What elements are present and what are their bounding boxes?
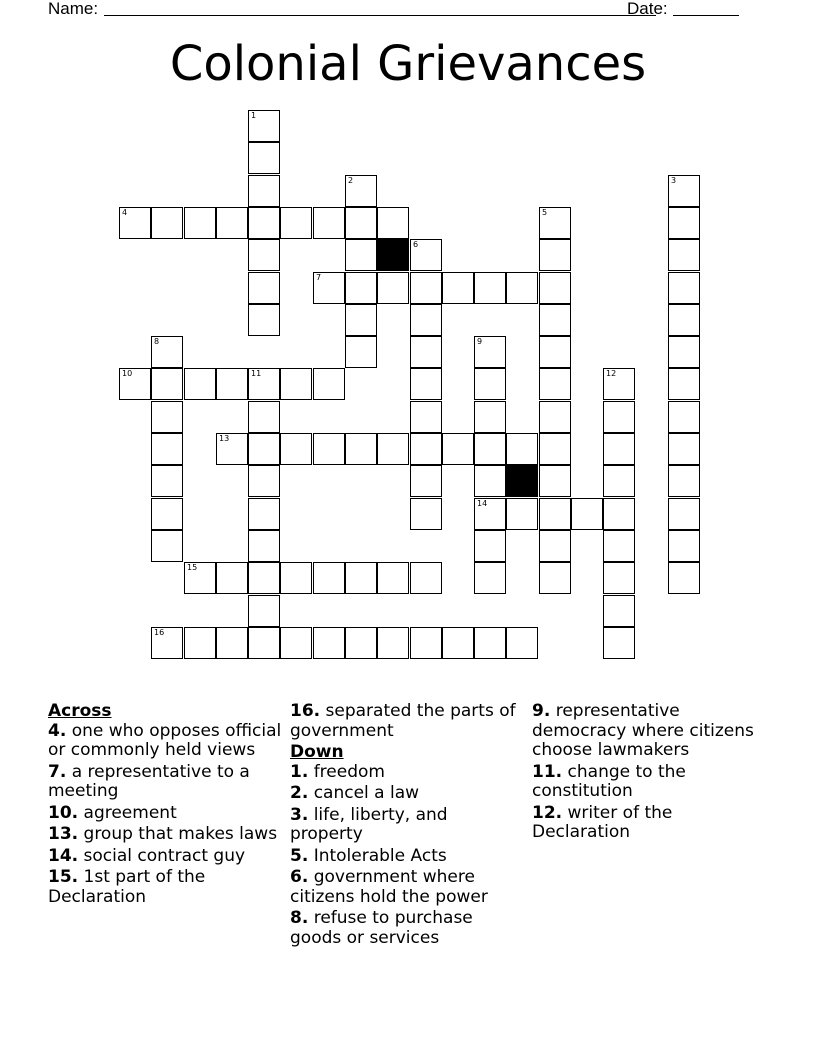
grid-cell[interactable] bbox=[539, 433, 571, 465]
grid-cell[interactable] bbox=[151, 465, 183, 497]
clue-number: 4 bbox=[122, 208, 128, 217]
clue-number: 13 bbox=[219, 434, 230, 443]
across-heading: Across bbox=[48, 701, 112, 721]
clue-item bbox=[48, 868, 283, 907]
grid-cell[interactable] bbox=[539, 272, 571, 304]
clue-item bbox=[290, 702, 525, 741]
clue-number: 16 bbox=[154, 628, 165, 637]
grid-cell[interactable] bbox=[216, 207, 248, 239]
grid-cell[interactable] bbox=[248, 498, 280, 530]
clue-item bbox=[48, 763, 283, 802]
clue-number-label: 2. bbox=[290, 783, 309, 803]
clue-number-label: 6. bbox=[290, 867, 309, 887]
grid-cell[interactable] bbox=[668, 498, 700, 530]
clue-number-label: 14. bbox=[48, 845, 79, 866]
clue-item bbox=[290, 806, 525, 845]
grid-cell[interactable] bbox=[248, 368, 280, 400]
clue-number-label: 11. bbox=[532, 761, 563, 782]
clue-text: 1st part of the Declaration bbox=[48, 867, 206, 907]
clue-item bbox=[290, 784, 525, 804]
grid-cell[interactable] bbox=[280, 368, 312, 400]
grid-cell[interactable] bbox=[151, 207, 183, 239]
grid-cell[interactable] bbox=[248, 401, 280, 433]
grid-cell[interactable] bbox=[668, 175, 700, 207]
grid-cell[interactable] bbox=[248, 239, 280, 271]
grid-cell[interactable] bbox=[151, 530, 183, 562]
clue-text: social contract guy bbox=[78, 845, 246, 866]
grid-cell[interactable] bbox=[345, 272, 377, 304]
grid-cell[interactable] bbox=[184, 368, 216, 400]
grid-cell[interactable] bbox=[151, 627, 183, 659]
clue-number: 6 bbox=[413, 240, 419, 249]
clue-number: 15 bbox=[187, 563, 198, 572]
grid-cell[interactable] bbox=[410, 627, 442, 659]
grid-cell[interactable] bbox=[248, 530, 280, 562]
clue-number-label: 10. bbox=[48, 802, 79, 823]
grid-cell[interactable] bbox=[345, 239, 377, 271]
clue-number-label: 7. bbox=[48, 761, 67, 782]
grid-cell[interactable] bbox=[313, 433, 345, 465]
grid-cell[interactable] bbox=[668, 272, 700, 304]
grid-cell[interactable] bbox=[280, 207, 312, 239]
grid-cell[interactable] bbox=[184, 207, 216, 239]
grid-cell[interactable] bbox=[377, 272, 409, 304]
grid-cell[interactable] bbox=[313, 368, 345, 400]
grid-cell[interactable] bbox=[539, 465, 571, 497]
clue-item bbox=[48, 825, 283, 845]
grid-cell[interactable] bbox=[539, 562, 571, 594]
clue-number-label: 4. bbox=[48, 720, 67, 741]
black-square bbox=[506, 465, 538, 497]
grid-cell[interactable] bbox=[442, 272, 474, 304]
grid-cell[interactable] bbox=[506, 433, 538, 465]
clue-text: group that makes laws bbox=[78, 824, 278, 844]
grid-cell[interactable] bbox=[410, 498, 442, 530]
grid-cell[interactable] bbox=[474, 272, 506, 304]
grid-cell[interactable] bbox=[668, 562, 700, 594]
clue-column-2 bbox=[290, 702, 525, 950]
date-label: Date: bbox=[627, 0, 668, 18]
grid-cell[interactable] bbox=[151, 433, 183, 465]
grid-cell[interactable] bbox=[248, 433, 280, 465]
clue-number: 5 bbox=[542, 208, 548, 217]
grid-cell[interactable] bbox=[474, 336, 506, 368]
grid-cell[interactable] bbox=[248, 272, 280, 304]
grid-cell[interactable] bbox=[410, 336, 442, 368]
grid-cell[interactable] bbox=[668, 207, 700, 239]
grid-cell[interactable] bbox=[603, 368, 635, 400]
grid-cell[interactable] bbox=[539, 530, 571, 562]
black-square bbox=[377, 239, 409, 271]
clue-column-1 bbox=[48, 702, 283, 909]
clue-number: 7 bbox=[316, 273, 322, 282]
grid-cell[interactable] bbox=[668, 304, 700, 336]
clue-item bbox=[290, 763, 525, 783]
clue-number-label: 8. bbox=[290, 908, 309, 928]
clue-number-label: 12. bbox=[532, 802, 563, 823]
grid-cell[interactable] bbox=[248, 142, 280, 174]
grid-cell[interactable] bbox=[442, 627, 474, 659]
grid-cell[interactable] bbox=[313, 207, 345, 239]
grid-cell[interactable] bbox=[539, 207, 571, 239]
clue-item bbox=[532, 804, 767, 843]
grid-cell[interactable] bbox=[603, 401, 635, 433]
grid-cell[interactable] bbox=[216, 562, 248, 594]
grid-cell[interactable] bbox=[216, 627, 248, 659]
grid-cell[interactable] bbox=[280, 562, 312, 594]
grid-cell[interactable] bbox=[151, 368, 183, 400]
grid-cell[interactable] bbox=[248, 110, 280, 142]
grid-cell[interactable] bbox=[474, 465, 506, 497]
clue-text: agreement bbox=[78, 802, 177, 823]
grid-cell[interactable] bbox=[539, 336, 571, 368]
clue-text: representative democracy where citizens choose lawmakers bbox=[532, 701, 754, 760]
grid-cell[interactable] bbox=[668, 401, 700, 433]
clue-column-3 bbox=[532, 702, 767, 845]
grid-cell[interactable] bbox=[313, 272, 345, 304]
clue-text: a representative to a meeting bbox=[48, 761, 250, 801]
clue-number: 11 bbox=[251, 369, 262, 378]
clue-number: 12 bbox=[606, 369, 617, 378]
grid-cell[interactable] bbox=[345, 207, 377, 239]
clue-text: Intolerable Acts bbox=[308, 845, 447, 866]
grid-cell[interactable] bbox=[474, 433, 506, 465]
grid-cell[interactable] bbox=[474, 530, 506, 562]
clue-number-label: 3. bbox=[290, 804, 309, 825]
grid-cell[interactable] bbox=[539, 368, 571, 400]
grid-cell[interactable] bbox=[668, 465, 700, 497]
clue-text: cancel a law bbox=[308, 783, 420, 803]
grid-cell[interactable] bbox=[668, 336, 700, 368]
clue-item bbox=[48, 847, 283, 867]
grid-cell[interactable] bbox=[603, 562, 635, 594]
grid-cell[interactable] bbox=[248, 465, 280, 497]
name-label: Name: bbox=[48, 0, 99, 18]
grid-cell[interactable] bbox=[474, 401, 506, 433]
clue-number-label: 9. bbox=[532, 701, 551, 721]
clue-text: change to the constitution bbox=[532, 761, 686, 801]
grid-cell[interactable] bbox=[539, 498, 571, 530]
grid-cell[interactable] bbox=[474, 368, 506, 400]
clue-number-label: 13. bbox=[48, 824, 79, 844]
clue-number-label: 1. bbox=[290, 761, 309, 782]
clue-number: 2 bbox=[348, 176, 354, 185]
grid-cell[interactable] bbox=[410, 304, 442, 336]
down-heading: Down bbox=[290, 742, 344, 762]
grid-cell[interactable] bbox=[280, 433, 312, 465]
grid-cell[interactable] bbox=[539, 239, 571, 271]
grid-cell[interactable] bbox=[668, 433, 700, 465]
grid-cell[interactable] bbox=[474, 562, 506, 594]
grid-cell[interactable] bbox=[119, 207, 151, 239]
grid-cell[interactable] bbox=[668, 368, 700, 400]
grid-cell[interactable] bbox=[410, 368, 442, 400]
grid-cell[interactable] bbox=[151, 336, 183, 368]
grid-cell[interactable] bbox=[377, 562, 409, 594]
clue-item bbox=[290, 847, 525, 867]
grid-cell[interactable] bbox=[410, 433, 442, 465]
grid-cell[interactable] bbox=[280, 627, 312, 659]
grid-cell[interactable] bbox=[603, 530, 635, 562]
grid-cell[interactable] bbox=[410, 239, 442, 271]
grid-cell[interactable] bbox=[410, 272, 442, 304]
clue-number: 9 bbox=[477, 337, 483, 346]
clue-item bbox=[532, 702, 767, 761]
grid-cell[interactable] bbox=[248, 207, 280, 239]
clue-number: 8 bbox=[154, 337, 160, 346]
grid-cell[interactable] bbox=[184, 627, 216, 659]
grid-cell[interactable] bbox=[151, 498, 183, 530]
grid-cell[interactable] bbox=[474, 498, 506, 530]
clue-item bbox=[48, 804, 283, 824]
grid-cell[interactable] bbox=[442, 433, 474, 465]
grid-cell[interactable] bbox=[668, 530, 700, 562]
clue-number: 1 bbox=[251, 111, 257, 120]
grid-cell[interactable] bbox=[345, 336, 377, 368]
grid-cell[interactable] bbox=[377, 207, 409, 239]
grid-cell[interactable] bbox=[248, 304, 280, 336]
grid-cell[interactable] bbox=[539, 401, 571, 433]
clue-number: 3 bbox=[671, 176, 677, 185]
clue-number: 14 bbox=[477, 499, 488, 508]
clue-item bbox=[532, 763, 767, 802]
grid-cell[interactable] bbox=[410, 401, 442, 433]
grid-cell[interactable] bbox=[603, 433, 635, 465]
clue-item bbox=[290, 909, 525, 948]
clue-item bbox=[290, 868, 525, 907]
grid-cell[interactable] bbox=[506, 498, 538, 530]
grid-cell[interactable] bbox=[539, 304, 571, 336]
clue-text: government where citizens hold the power bbox=[290, 867, 488, 907]
grid-cell[interactable] bbox=[151, 401, 183, 433]
clue-number: 10 bbox=[122, 369, 133, 378]
grid-cell[interactable] bbox=[506, 272, 538, 304]
grid-cell[interactable] bbox=[345, 627, 377, 659]
clue-text: writer of the Declaration bbox=[532, 802, 673, 842]
grid-cell[interactable] bbox=[345, 304, 377, 336]
grid-cell[interactable] bbox=[603, 627, 635, 659]
grid-cell[interactable] bbox=[119, 368, 151, 400]
grid-cell[interactable] bbox=[216, 433, 248, 465]
grid-cell[interactable] bbox=[410, 465, 442, 497]
grid-cell[interactable] bbox=[603, 595, 635, 627]
grid-cell[interactable] bbox=[345, 175, 377, 207]
grid-cell[interactable] bbox=[313, 627, 345, 659]
grid-cell[interactable] bbox=[571, 498, 603, 530]
grid-cell[interactable] bbox=[248, 175, 280, 207]
grid-cell[interactable] bbox=[377, 627, 409, 659]
clue-text: life, liberty, and property bbox=[290, 804, 448, 844]
page-title: Colonial Grievances bbox=[169, 36, 647, 92]
grid-cell[interactable] bbox=[377, 433, 409, 465]
clue-text: separated the parts of government bbox=[290, 701, 516, 741]
grid-cell[interactable] bbox=[248, 595, 280, 627]
clue-number-label: 5. bbox=[290, 845, 309, 866]
grid-cell[interactable] bbox=[603, 465, 635, 497]
clue-item bbox=[48, 722, 283, 761]
grid-cell[interactable] bbox=[603, 498, 635, 530]
clue-text: one who opposes official or commonly held views bbox=[48, 720, 282, 760]
grid-cell[interactable] bbox=[248, 627, 280, 659]
clue-number-label: 15. bbox=[48, 867, 79, 887]
clue-text: refuse to purchase goods or services bbox=[290, 908, 473, 948]
grid-cell[interactable] bbox=[248, 562, 280, 594]
grid-cell[interactable] bbox=[345, 433, 377, 465]
grid-cell[interactable] bbox=[184, 562, 216, 594]
grid-cell[interactable] bbox=[474, 627, 506, 659]
grid-cell[interactable] bbox=[668, 239, 700, 271]
grid-cell[interactable] bbox=[410, 562, 442, 594]
clue-text: freedom bbox=[308, 761, 385, 782]
grid-cell[interactable] bbox=[506, 627, 538, 659]
grid-cell[interactable] bbox=[216, 368, 248, 400]
grid-cell[interactable] bbox=[345, 562, 377, 594]
grid-cell[interactable] bbox=[313, 562, 345, 594]
clue-number-label: 16. bbox=[290, 701, 321, 721]
